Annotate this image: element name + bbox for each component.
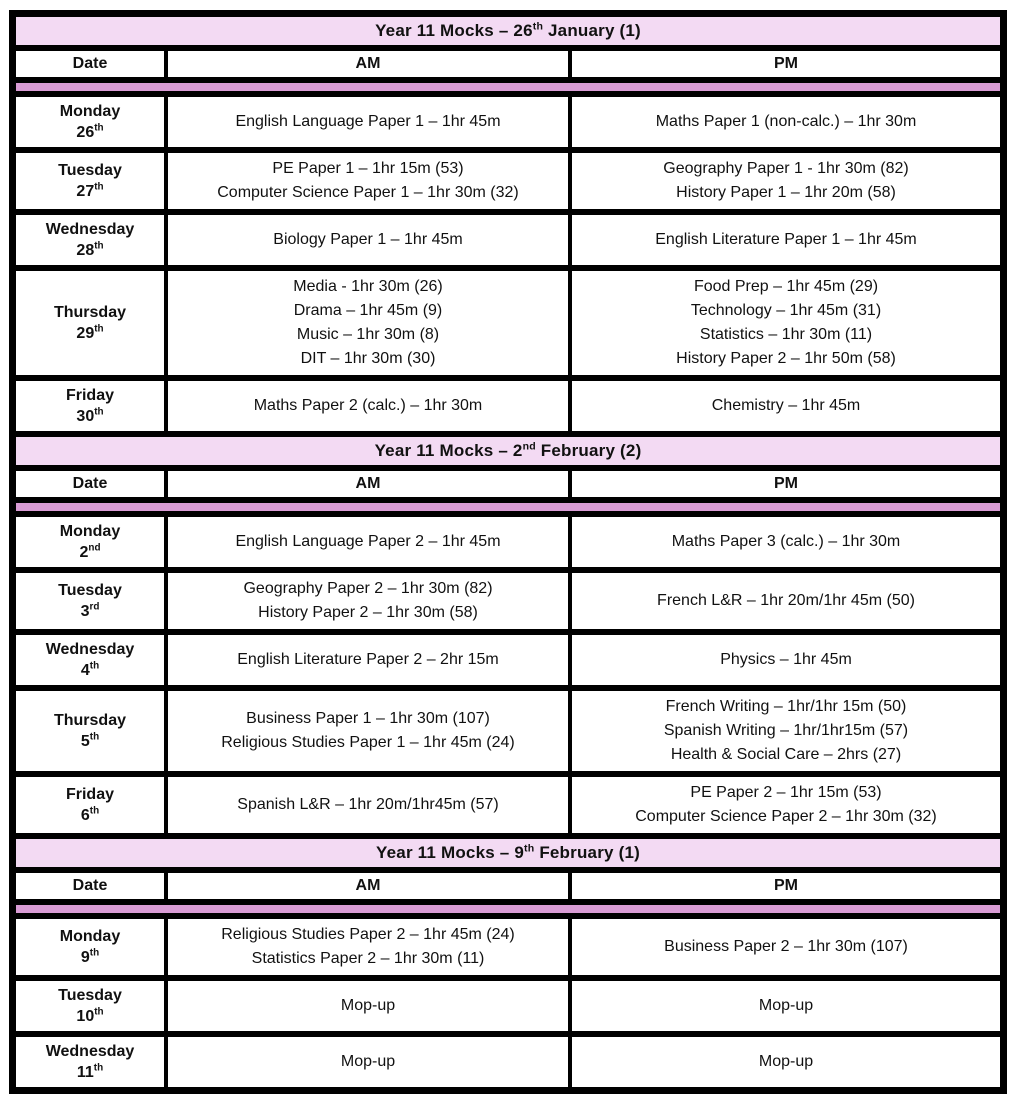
- date-ordinal: th: [93, 1062, 104, 1074]
- exam-entry: Statistics – 1hr 30m (11): [699, 326, 873, 343]
- date-cell: [16, 271, 164, 375]
- exam-entry: Computer Science Paper 2 – 1hr 30m (32): [635, 808, 937, 825]
- am-cell: [168, 153, 568, 209]
- pm-cell: [572, 777, 1000, 833]
- date-num-text: 29: [76, 325, 95, 342]
- pink-divider-strip: [16, 905, 1000, 913]
- date-cell: [16, 381, 164, 431]
- day-label: Tuesday: [58, 582, 122, 599]
- exam-entry: Religious Studies Paper 2 – 1hr 45m (24): [221, 926, 515, 943]
- am-cell: [168, 919, 568, 975]
- date-cell: [16, 153, 164, 209]
- am-cell: [168, 517, 568, 567]
- day-label: Wednesday: [45, 641, 135, 658]
- date-number: [81, 601, 100, 622]
- date-cell: [16, 517, 164, 567]
- am-cell: [168, 573, 568, 629]
- exam-entry: Media - 1hr 30m (26): [293, 278, 443, 295]
- pm-cell: [572, 919, 1000, 975]
- exam-entry: Mop-up: [758, 1053, 814, 1070]
- exam-entry: History Paper 1 – 1hr 20m (58): [676, 184, 896, 201]
- date-number: [76, 122, 103, 143]
- title-prefix: Year 11 Mocks – 9: [376, 843, 525, 862]
- date-number: [76, 323, 103, 344]
- exam-entry: Spanish L&R – 1hr 20m/1hr45m (57): [237, 796, 499, 813]
- pm-cell: [572, 271, 1000, 375]
- exam-entry: Mop-up: [758, 997, 814, 1014]
- exam-entry: Music – 1hr 30m (8): [296, 326, 440, 343]
- am-cell: [168, 271, 568, 375]
- day-label: Friday: [65, 786, 114, 803]
- date-number: [76, 1006, 103, 1027]
- column-header-pm: PM: [572, 873, 1000, 899]
- pink-divider-strip: [16, 503, 1000, 511]
- section-title-text: [376, 843, 640, 863]
- date-num-text: 11: [76, 1064, 94, 1081]
- section-title: [16, 437, 1000, 465]
- date-num-text: 10: [76, 1008, 95, 1025]
- exam-entry: Health & Social Care – 2hrs (27): [670, 746, 902, 763]
- exam-entry: French L&R – 1hr 20m/1hr 45m (50): [657, 592, 915, 609]
- date-cell: [16, 919, 164, 975]
- date-num-text: 30: [76, 408, 95, 425]
- exam-entry: Food Prep – 1hr 45m (29): [693, 278, 879, 295]
- date-num-text: 27: [76, 183, 95, 200]
- date-num-text: 4: [80, 662, 90, 679]
- exam-entry: History Paper 2 – 1hr 50m (58): [676, 350, 896, 367]
- column-header-date: Date: [16, 51, 164, 77]
- am-cell: [168, 215, 568, 265]
- section-title-text: [375, 21, 641, 41]
- date-cell: [16, 97, 164, 147]
- pm-cell: [572, 153, 1000, 209]
- exam-entry: Mop-up: [340, 997, 396, 1014]
- section-title-text: [375, 441, 642, 461]
- exam-entry: Maths Paper 1 (non-calc.) – 1hr 30m: [655, 113, 917, 130]
- date-ordinal: th: [94, 406, 104, 418]
- column-header-date: Date: [16, 471, 164, 497]
- column-header-pm: PM: [572, 471, 1000, 497]
- am-cell: [168, 381, 568, 431]
- exam-entry: Mop-up: [340, 1053, 396, 1070]
- exam-entry: Geography Paper 2 – 1hr 30m (82): [243, 580, 493, 597]
- title-prefix: Year 11 Mocks – 26: [375, 21, 533, 40]
- title-ordinal: th: [532, 20, 544, 33]
- date-number: [76, 181, 103, 202]
- date-number: [81, 660, 99, 681]
- day-label: Tuesday: [58, 162, 122, 179]
- mock-exam-timetable: [9, 10, 1007, 1094]
- date-num-text: 9: [80, 949, 90, 966]
- date-num-text: 28: [76, 242, 95, 259]
- exam-entry: Technology – 1hr 45m (31): [690, 302, 882, 319]
- column-header-pm: PM: [572, 51, 1000, 77]
- exam-entry: French Writing – 1hr/1hr 15m (50): [665, 698, 907, 715]
- date-ordinal: th: [94, 323, 104, 335]
- pm-cell: [572, 981, 1000, 1031]
- title-ordinal: th: [524, 842, 535, 855]
- date-cell: [16, 981, 164, 1031]
- exam-entry: English Language Paper 2 – 1hr 45m: [235, 533, 501, 550]
- date-number: [79, 542, 100, 563]
- pm-cell: [572, 1037, 1000, 1087]
- pm-cell: [572, 381, 1000, 431]
- title-suffix: January (1): [543, 21, 641, 40]
- am-cell: [168, 981, 568, 1031]
- exam-entry: English Literature Paper 1 – 1hr 45m: [655, 231, 917, 248]
- date-number: [77, 1062, 103, 1083]
- exam-entry: Chemistry – 1hr 45m: [711, 397, 861, 414]
- exam-entry: English Language Paper 1 – 1hr 45m: [235, 113, 501, 130]
- exam-entry: Drama – 1hr 45m (9): [293, 302, 443, 319]
- pm-cell: [572, 517, 1000, 567]
- exam-entry: English Literature Paper 2 – 2hr 15m: [237, 651, 499, 668]
- date-ordinal: th: [94, 122, 104, 134]
- title-suffix: February (1): [534, 843, 640, 862]
- exam-entry: Biology Paper 1 – 1hr 45m: [273, 231, 463, 248]
- date-ordinal: th: [94, 181, 104, 193]
- date-num-text: 2: [79, 544, 89, 561]
- column-header-am: AM: [168, 471, 568, 497]
- exam-entry: Geography Paper 1 - 1hr 30m (82): [663, 160, 909, 177]
- exam-entry: Spanish Writing – 1hr/1hr15m (57): [663, 722, 909, 739]
- date-cell: [16, 777, 164, 833]
- section-title: [16, 17, 1000, 45]
- date-ordinal: th: [89, 805, 100, 817]
- date-number: [81, 731, 99, 752]
- date-num-text: 6: [80, 807, 90, 824]
- date-ordinal: th: [94, 1006, 104, 1018]
- column-header-am: AM: [168, 873, 568, 899]
- day-label: Monday: [59, 928, 121, 945]
- title-ordinal: nd: [522, 440, 536, 453]
- exam-entry: Maths Paper 3 (calc.) – 1hr 30m: [671, 533, 901, 550]
- am-cell: [168, 1037, 568, 1087]
- date-ordinal: rd: [89, 601, 100, 613]
- exam-entry: Computer Science Paper 1 – 1hr 30m (32): [217, 184, 519, 201]
- section-title: [16, 839, 1000, 867]
- date-number: [81, 947, 99, 968]
- day-label: Thursday: [53, 304, 126, 321]
- day-label: Wednesday: [45, 221, 135, 238]
- date-num-text: 5: [80, 733, 90, 750]
- date-ordinal: th: [89, 947, 100, 959]
- date-number: [81, 805, 99, 826]
- date-cell: [16, 573, 164, 629]
- pm-cell: [572, 635, 1000, 685]
- exam-entry: Religious Studies Paper 1 – 1hr 45m (24): [221, 734, 515, 751]
- title-suffix: February (2): [535, 441, 642, 460]
- date-cell: [16, 691, 164, 771]
- exam-entry: Maths Paper 2 (calc.) – 1hr 30m: [253, 397, 483, 414]
- pm-cell: [572, 97, 1000, 147]
- am-cell: [168, 635, 568, 685]
- date-cell: [16, 1037, 164, 1087]
- date-cell: [16, 635, 164, 685]
- date-ordinal: th: [89, 731, 100, 743]
- day-label: Thursday: [53, 712, 126, 729]
- date-cell: [16, 215, 164, 265]
- pink-divider-strip: [16, 83, 1000, 91]
- date-num-text: 3: [80, 603, 90, 620]
- exam-entry: PE Paper 2 – 1hr 15m (53): [690, 784, 882, 801]
- day-label: Tuesday: [58, 987, 122, 1004]
- day-label: Monday: [59, 523, 121, 540]
- date-number: [76, 406, 103, 427]
- day-label: Friday: [65, 387, 114, 404]
- exam-entry: History Paper 2 – 1hr 30m (58): [258, 604, 478, 621]
- date-number: [76, 240, 103, 261]
- exam-entry: Business Paper 1 – 1hr 30m (107): [246, 710, 490, 727]
- date-ordinal: th: [89, 660, 100, 672]
- am-cell: [168, 97, 568, 147]
- column-header-date: Date: [16, 873, 164, 899]
- am-cell: [168, 691, 568, 771]
- pm-cell: [572, 215, 1000, 265]
- am-cell: [168, 777, 568, 833]
- date-num-text: 26: [76, 124, 95, 141]
- exam-entry: Physics – 1hr 45m: [720, 651, 852, 668]
- title-prefix: Year 11 Mocks – 2: [374, 441, 523, 460]
- exam-entry: PE Paper 1 – 1hr 15m (53): [272, 160, 464, 177]
- date-ordinal: th: [94, 240, 104, 252]
- date-ordinal: nd: [88, 542, 101, 554]
- day-label: Monday: [59, 103, 121, 120]
- pm-cell: [572, 573, 1000, 629]
- exam-entry: Business Paper 2 – 1hr 30m (107): [664, 938, 908, 955]
- exam-entry: DIT – 1hr 30m (30): [300, 350, 436, 367]
- column-header-am: AM: [168, 51, 568, 77]
- pm-cell: [572, 691, 1000, 771]
- day-label: Wednesday: [45, 1043, 135, 1060]
- exam-entry: Statistics Paper 2 – 1hr 30m (11): [251, 950, 485, 967]
